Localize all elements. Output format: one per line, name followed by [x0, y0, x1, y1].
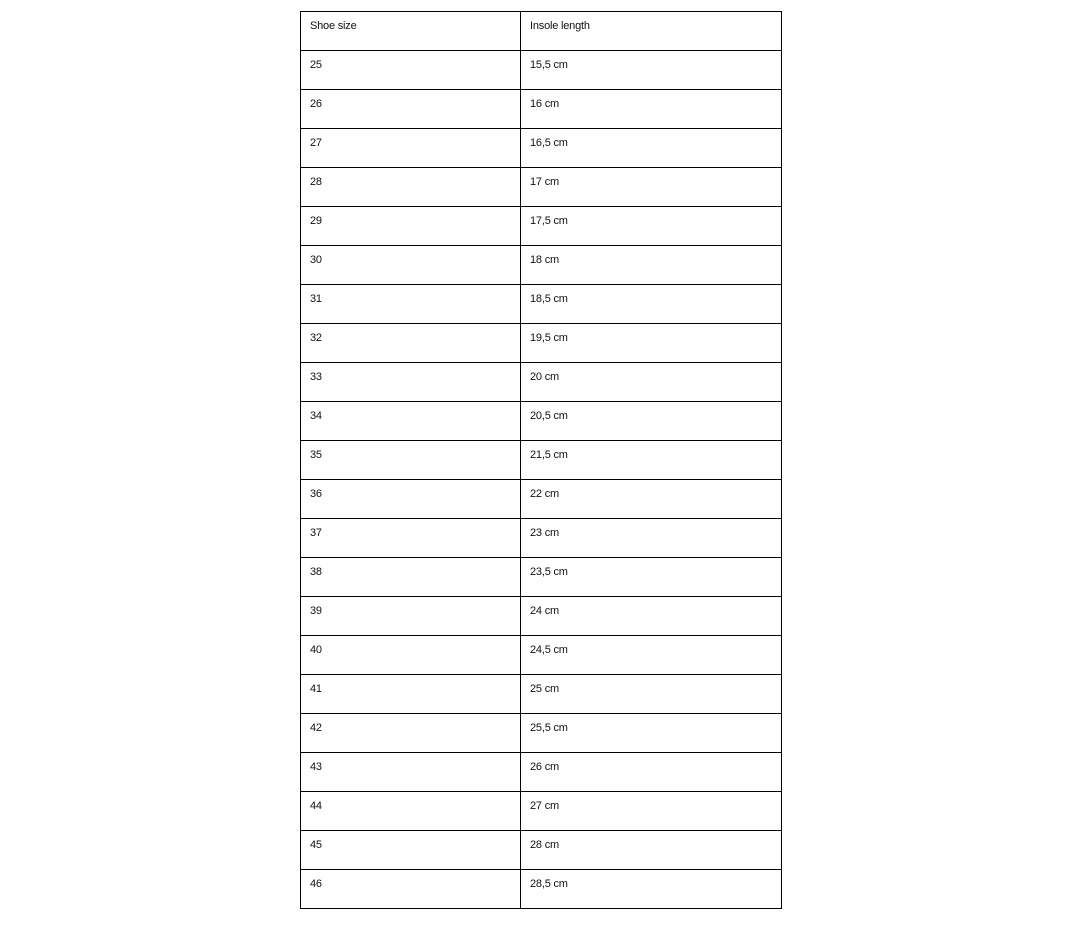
cell-insole-length: 18,5 cm	[521, 285, 782, 324]
cell-shoe-size: 44	[301, 792, 521, 831]
cell-shoe-size: 41	[301, 675, 521, 714]
cell-shoe-size: 37	[301, 519, 521, 558]
table-row	[301, 168, 782, 207]
cell-shoe-size: 38	[301, 558, 521, 597]
table-row	[301, 753, 782, 792]
table-row	[301, 324, 782, 363]
table-row	[301, 51, 782, 90]
table-row	[301, 402, 782, 441]
cell-shoe-size: 45	[301, 831, 521, 870]
cell-insole-length: 24 cm	[521, 597, 782, 636]
cell-insole-length: 16 cm	[521, 90, 782, 129]
table-row	[301, 714, 782, 753]
cell-insole-length: 27 cm	[521, 792, 782, 831]
table-row	[301, 207, 782, 246]
cell-insole-length: 19,5 cm	[521, 324, 782, 363]
cell-shoe-size: 40	[301, 636, 521, 675]
cell-shoe-size: 28	[301, 168, 521, 207]
table-row	[301, 441, 782, 480]
cell-shoe-size: 39	[301, 597, 521, 636]
cell-insole-length: 28 cm	[521, 831, 782, 870]
cell-shoe-size: 31	[301, 285, 521, 324]
cell-shoe-size: 32	[301, 324, 521, 363]
cell-shoe-size: 34	[301, 402, 521, 441]
cell-insole-length: 23,5 cm	[521, 558, 782, 597]
cell-shoe-size: 36	[301, 480, 521, 519]
cell-insole-length: 21,5 cm	[521, 441, 782, 480]
cell-insole-length: 17,5 cm	[521, 207, 782, 246]
table-row	[301, 870, 782, 909]
cell-insole-length: 25 cm	[521, 675, 782, 714]
cell-insole-length: 23 cm	[521, 519, 782, 558]
table-row	[301, 363, 782, 402]
table-row	[301, 636, 782, 675]
cell-shoe-size: 25	[301, 51, 521, 90]
cell-insole-length: 25,5 cm	[521, 714, 782, 753]
cell-insole-length: 24,5 cm	[521, 636, 782, 675]
cell-insole-length: 22 cm	[521, 480, 782, 519]
table-header-row	[301, 12, 782, 51]
cell-shoe-size: 30	[301, 246, 521, 285]
table-row	[301, 90, 782, 129]
table-row	[301, 246, 782, 285]
header-insole-length: Insole length	[521, 12, 782, 51]
cell-insole-length: 18 cm	[521, 246, 782, 285]
cell-shoe-size: 35	[301, 441, 521, 480]
table-row	[301, 480, 782, 519]
cell-insole-length: 16,5 cm	[521, 129, 782, 168]
cell-insole-length: 20,5 cm	[521, 402, 782, 441]
cell-shoe-size: 29	[301, 207, 521, 246]
table-row	[301, 831, 782, 870]
cell-insole-length: 17 cm	[521, 168, 782, 207]
table-row	[301, 675, 782, 714]
cell-shoe-size: 46	[301, 870, 521, 909]
header-shoe-size: Shoe size	[301, 12, 521, 51]
size-chart-table	[300, 11, 782, 909]
cell-shoe-size: 42	[301, 714, 521, 753]
table-row	[301, 285, 782, 324]
table-row	[301, 558, 782, 597]
cell-shoe-size: 43	[301, 753, 521, 792]
cell-insole-length: 20 cm	[521, 363, 782, 402]
table-row	[301, 129, 782, 168]
cell-insole-length: 15,5 cm	[521, 51, 782, 90]
table-body	[301, 51, 782, 909]
cell-shoe-size: 27	[301, 129, 521, 168]
cell-shoe-size: 26	[301, 90, 521, 129]
table-row	[301, 597, 782, 636]
table-row	[301, 519, 782, 558]
cell-shoe-size: 33	[301, 363, 521, 402]
table-row	[301, 792, 782, 831]
cell-insole-length: 28,5 cm	[521, 870, 782, 909]
cell-insole-length: 26 cm	[521, 753, 782, 792]
